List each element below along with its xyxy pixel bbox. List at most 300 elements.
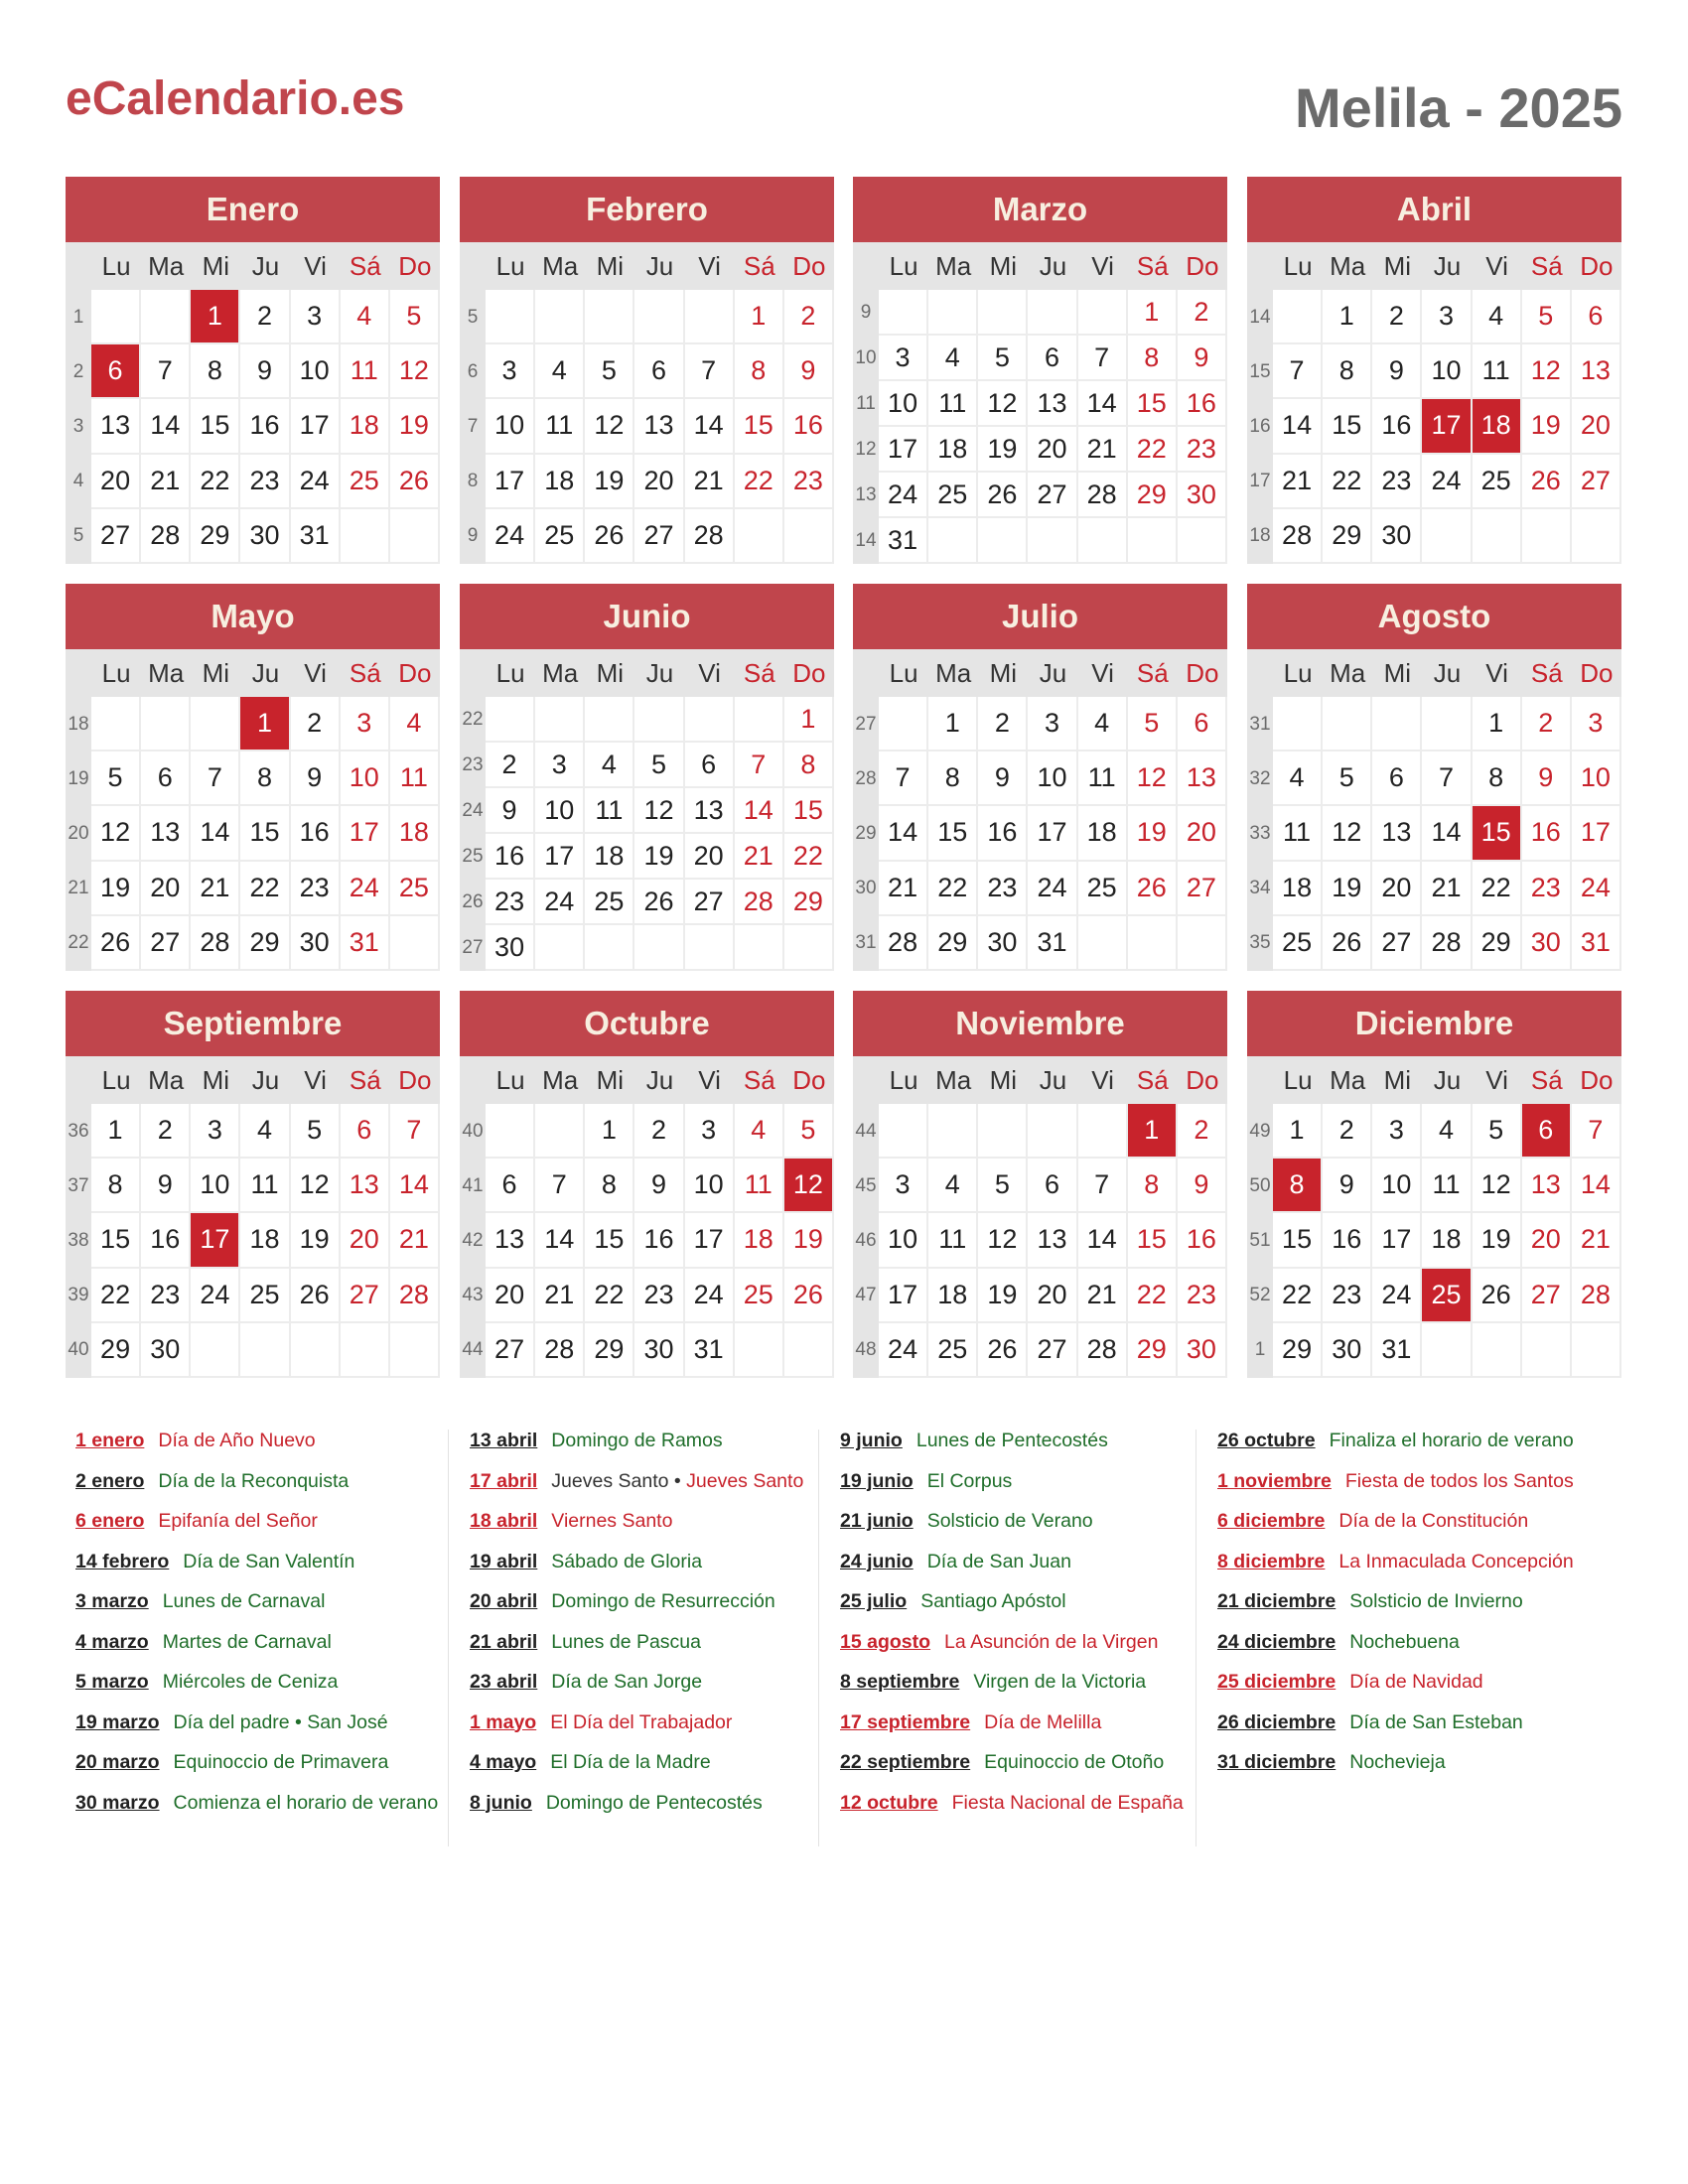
- week-number: 20: [68, 822, 89, 844]
- day-cell: 26: [634, 880, 684, 925]
- day-cell: 23: [1178, 1269, 1227, 1323]
- legend-item: [470, 1792, 763, 1815]
- day-cell: 22: [240, 862, 290, 916]
- month-title: Febrero: [460, 177, 834, 242]
- weekday-label: Sá: [341, 1056, 390, 1104]
- day-cell: 2: [784, 290, 834, 344]
- day-cell: 24: [1028, 862, 1077, 916]
- day-cell: 31: [1372, 1323, 1422, 1378]
- weekday-label: Lu: [486, 1056, 535, 1104]
- brand-logo: eCalendario.es: [66, 72, 405, 125]
- day-cell: 26: [291, 1269, 341, 1323]
- event-date: 17 abril: [470, 1469, 538, 1492]
- week-number: 5: [467, 306, 479, 328]
- day-cell: 25: [1078, 862, 1128, 916]
- legend-item: [840, 1671, 1146, 1694]
- day-cell: 5: [1473, 1104, 1522, 1159]
- empty-day-cell: [141, 290, 191, 344]
- day-cell: 25: [341, 455, 390, 509]
- month-title: Septiembre: [66, 991, 440, 1056]
- day-cell: 13: [1028, 1213, 1077, 1268]
- weekday-label: Do: [390, 649, 440, 697]
- day-cell: 25: [735, 1269, 784, 1323]
- day-cell: 29: [240, 916, 290, 971]
- week-number: 27: [855, 713, 877, 735]
- day-cell: 28: [1422, 916, 1472, 971]
- week-number: 51: [1249, 1229, 1271, 1251]
- empty-day-cell: [784, 925, 834, 971]
- weekday-label: Mi: [585, 649, 634, 697]
- weekday-label: Ju: [1028, 242, 1077, 290]
- day-cell: 2: [1522, 697, 1572, 751]
- day-cell: 26: [91, 916, 141, 971]
- weekday-label: Do: [1178, 242, 1227, 290]
- day-cell: 15: [735, 399, 784, 454]
- day-cell: 20: [1572, 399, 1621, 454]
- empty-day-cell: [634, 925, 684, 971]
- day-cell: 7: [191, 751, 240, 806]
- empty-day-cell: [1273, 697, 1323, 751]
- day-cell: 4: [928, 336, 978, 381]
- day-cell: 28: [735, 880, 784, 925]
- day-cell: 4: [1473, 290, 1522, 344]
- day-cell: 22: [1273, 1269, 1323, 1323]
- month-enero: [66, 177, 440, 564]
- week-number: 32: [1249, 767, 1271, 789]
- day-cell: 10: [1028, 751, 1077, 806]
- legend-item: [75, 1590, 325, 1613]
- day-cell: 28: [535, 1323, 585, 1378]
- holiday-day-cell: 12: [784, 1159, 834, 1213]
- weekday-label: Vi: [291, 1056, 341, 1104]
- day-cell: 8: [1323, 344, 1372, 399]
- day-cell: 7: [735, 743, 784, 788]
- legend-item: [470, 1711, 732, 1734]
- day-cell: 24: [486, 509, 535, 564]
- weekday-label: Ju: [1422, 242, 1472, 290]
- event-date: 22 septiembre: [840, 1751, 971, 1773]
- legend-item: [1217, 1470, 1574, 1493]
- week-number: 10: [855, 347, 877, 368]
- day-cell: 22: [1473, 862, 1522, 916]
- day-cell: 16: [1522, 806, 1572, 861]
- day-cell: 18: [1422, 1213, 1472, 1268]
- day-cell: 2: [240, 290, 290, 344]
- day-cell: 6: [1572, 290, 1621, 344]
- empty-day-cell: [486, 290, 535, 344]
- weekday-label: Mi: [1372, 242, 1422, 290]
- event-date: 1 noviembre: [1217, 1469, 1332, 1492]
- day-cell: 22: [1323, 455, 1372, 509]
- month-title: Noviembre: [853, 991, 1227, 1056]
- weekday-label: Sá: [341, 649, 390, 697]
- day-cell: 4: [240, 1104, 290, 1159]
- empty-day-cell: [91, 697, 141, 751]
- week-number: 8: [467, 471, 479, 492]
- event-date: 1 enero: [75, 1430, 145, 1451]
- day-cell: 21: [685, 455, 735, 509]
- empty-day-cell: [240, 1323, 290, 1378]
- day-cell: 15: [928, 806, 978, 861]
- day-cell: 30: [486, 925, 535, 971]
- day-cell: 25: [240, 1269, 290, 1323]
- event-date: 9 junio: [840, 1430, 903, 1451]
- day-cell: 11: [928, 1213, 978, 1268]
- week-number: 12: [855, 439, 877, 460]
- day-cell: 4: [1273, 751, 1323, 806]
- day-cell: 7: [1078, 336, 1128, 381]
- day-cell: 6: [1028, 336, 1077, 381]
- empty-day-cell: [1473, 1323, 1522, 1378]
- day-cell: 19: [91, 862, 141, 916]
- event-name: Fiesta de todos los Santos: [1344, 1469, 1574, 1492]
- day-cell: 31: [341, 916, 390, 971]
- day-cell: 20: [634, 455, 684, 509]
- month-title: Abril: [1247, 177, 1621, 242]
- event-date: 3 marzo: [75, 1590, 149, 1612]
- day-cell: 16: [240, 399, 290, 454]
- day-cell: 19: [1323, 862, 1372, 916]
- day-cell: 1: [91, 1104, 141, 1159]
- weekday-label: Do: [784, 242, 834, 290]
- legend-item: [470, 1751, 711, 1774]
- day-cell: 24: [535, 880, 585, 925]
- holiday-day-cell: 6: [1522, 1104, 1572, 1159]
- weekday-label: Sá: [1128, 242, 1178, 290]
- day-cell: 12: [291, 1159, 341, 1213]
- weekday-label: Sá: [1522, 1056, 1572, 1104]
- day-cell: 28: [1273, 509, 1323, 564]
- day-cell: 26: [585, 509, 634, 564]
- day-cell: 22: [1128, 427, 1178, 473]
- event-date: 21 abril: [470, 1630, 538, 1653]
- event-name-secondary: Jueves Santo: [686, 1469, 804, 1492]
- legend-item: [1217, 1631, 1460, 1654]
- empty-day-cell: [1422, 1323, 1472, 1378]
- legend-item: [470, 1631, 701, 1654]
- empty-day-cell: [1078, 290, 1128, 336]
- day-cell: 9: [1178, 336, 1227, 381]
- day-cell: 7: [879, 751, 928, 806]
- day-cell: 16: [141, 1213, 191, 1268]
- day-cell: 1: [1128, 290, 1178, 336]
- day-cell: 9: [634, 1159, 684, 1213]
- day-cell: 8: [784, 743, 834, 788]
- event-date: 31 diciembre: [1217, 1751, 1336, 1773]
- day-cell: 29: [1323, 509, 1372, 564]
- day-cell: 7: [1422, 751, 1472, 806]
- day-cell: 4: [1422, 1104, 1472, 1159]
- day-cell: 4: [928, 1159, 978, 1213]
- day-cell: 28: [191, 916, 240, 971]
- day-cell: 2: [486, 743, 535, 788]
- weekday-label: Mi: [585, 242, 634, 290]
- day-cell: 12: [1522, 344, 1572, 399]
- day-cell: 21: [735, 834, 784, 880]
- day-cell: 5: [390, 290, 440, 344]
- day-cell: 23: [784, 455, 834, 509]
- day-cell: 12: [634, 788, 684, 834]
- empty-day-cell: [634, 290, 684, 344]
- day-cell: 11: [928, 381, 978, 427]
- day-cell: 25: [928, 473, 978, 518]
- month-julio: [853, 584, 1227, 971]
- event-name: Virgen de la Victoria: [973, 1671, 1147, 1693]
- empty-day-cell: [634, 697, 684, 743]
- month-days-grid: [460, 242, 834, 564]
- day-cell: 31: [685, 1323, 735, 1378]
- day-cell: 27: [1572, 455, 1621, 509]
- day-cell: 25: [535, 509, 585, 564]
- day-cell: 9: [486, 788, 535, 834]
- empty-day-cell: [879, 1104, 928, 1159]
- week-number: 35: [1249, 932, 1271, 954]
- day-cell: 20: [1028, 427, 1077, 473]
- weekday-label: Sá: [1128, 1056, 1178, 1104]
- weekday-label: Do: [1572, 649, 1621, 697]
- week-number: 14: [1249, 306, 1271, 328]
- day-cell: 21: [879, 862, 928, 916]
- empty-day-cell: [928, 1104, 978, 1159]
- event-name: Solsticio de Invierno: [1349, 1590, 1523, 1612]
- event-name: Viernes Santo: [551, 1510, 673, 1532]
- month-mayo: [66, 584, 440, 971]
- month-title: Octubre: [460, 991, 834, 1056]
- day-cell: 4: [735, 1104, 784, 1159]
- weekday-label: Ju: [1028, 649, 1077, 697]
- day-cell: 5: [585, 344, 634, 399]
- week-number: 3: [72, 415, 84, 437]
- month-days-grid: [853, 242, 1227, 564]
- event-name: El Corpus: [926, 1469, 1013, 1492]
- event-name: Día del padre • San José: [173, 1710, 388, 1733]
- month-days-grid: [1247, 649, 1621, 971]
- weekday-label: Ju: [240, 649, 290, 697]
- weekday-label: Sá: [341, 242, 390, 290]
- event-name: Solsticio de Verano: [926, 1510, 1093, 1532]
- day-cell: 10: [685, 1159, 735, 1213]
- event-name: Día de San Juan: [926, 1550, 1071, 1572]
- month-days-grid: [1247, 242, 1621, 564]
- day-cell: 11: [735, 1159, 784, 1213]
- legend-item: [1217, 1430, 1574, 1452]
- day-cell: 3: [1572, 697, 1621, 751]
- empty-day-cell: [978, 290, 1028, 336]
- day-cell: 6: [1028, 1159, 1077, 1213]
- day-cell: 3: [879, 1159, 928, 1213]
- week-number: 29: [855, 822, 877, 844]
- event-name: Martes de Carnaval: [162, 1630, 332, 1653]
- month-noviembre: [853, 991, 1227, 1378]
- empty-day-cell: [1178, 518, 1227, 564]
- week-number: 33: [1249, 822, 1271, 844]
- day-cell: 18: [1273, 862, 1323, 916]
- empty-day-cell: [191, 1323, 240, 1378]
- day-cell: 10: [1572, 751, 1621, 806]
- event-date: 17 septiembre: [840, 1710, 971, 1733]
- day-cell: 11: [341, 344, 390, 399]
- event-name: Domingo de Resurrección: [551, 1590, 775, 1612]
- month-days-grid: [66, 649, 440, 971]
- week-number: 22: [68, 932, 89, 954]
- day-cell: 29: [1128, 1323, 1178, 1378]
- week-number: 52: [1249, 1285, 1271, 1306]
- day-cell: 15: [1128, 381, 1178, 427]
- weekday-label: Vi: [1473, 1056, 1522, 1104]
- day-cell: 8: [735, 344, 784, 399]
- day-cell: 14: [1273, 399, 1323, 454]
- month-agosto: [1247, 584, 1621, 971]
- day-cell: 14: [735, 788, 784, 834]
- legend-item: [1217, 1551, 1574, 1573]
- event-name: Comienza el horario de verano: [173, 1791, 439, 1814]
- weekday-label: Ma: [141, 1056, 191, 1104]
- day-cell: 21: [1078, 1269, 1128, 1323]
- empty-day-cell: [1273, 290, 1323, 344]
- day-cell: 16: [1178, 1213, 1227, 1268]
- day-cell: 20: [1178, 806, 1227, 861]
- day-cell: 13: [486, 1213, 535, 1268]
- day-cell: 9: [291, 751, 341, 806]
- legend-item: [75, 1430, 316, 1452]
- empty-day-cell: [978, 1104, 1028, 1159]
- day-cell: 24: [1372, 1269, 1422, 1323]
- day-cell: 3: [291, 290, 341, 344]
- event-date: 26 diciembre: [1217, 1710, 1336, 1733]
- empty-day-cell: [535, 1104, 585, 1159]
- day-cell: 1: [1473, 697, 1522, 751]
- day-cell: 8: [240, 751, 290, 806]
- weekday-label: Do: [390, 242, 440, 290]
- day-cell: 24: [1572, 862, 1621, 916]
- weekday-label: Ma: [928, 649, 978, 697]
- day-cell: 30: [1522, 916, 1572, 971]
- week-number: 40: [462, 1120, 484, 1142]
- day-cell: 20: [1028, 1269, 1077, 1323]
- day-cell: 30: [291, 916, 341, 971]
- day-cell: 17: [879, 1269, 928, 1323]
- day-cell: 27: [1522, 1269, 1572, 1323]
- month-abril: [1247, 177, 1621, 564]
- day-cell: 27: [1178, 862, 1227, 916]
- day-cell: 29: [585, 1323, 634, 1378]
- day-cell: 14: [1422, 806, 1472, 861]
- day-cell: 7: [141, 344, 191, 399]
- day-cell: 11: [390, 751, 440, 806]
- day-cell: 11: [585, 788, 634, 834]
- day-cell: 8: [1473, 751, 1522, 806]
- month-days-grid: [460, 1056, 834, 1378]
- day-cell: 11: [1473, 344, 1522, 399]
- legend-item: [840, 1470, 1012, 1493]
- day-cell: 31: [1028, 916, 1077, 971]
- weekday-label: Lu: [879, 649, 928, 697]
- empty-day-cell: [735, 925, 784, 971]
- empty-day-cell: [1572, 1323, 1621, 1378]
- month-days-grid: [66, 242, 440, 564]
- day-cell: 12: [1473, 1159, 1522, 1213]
- day-cell: 21: [1572, 1213, 1621, 1268]
- event-name: Día de Año Nuevo: [158, 1430, 316, 1451]
- day-cell: 13: [634, 399, 684, 454]
- empty-day-cell: [1522, 1323, 1572, 1378]
- day-cell: 11: [1422, 1159, 1472, 1213]
- weekday-label: Vi: [1078, 242, 1128, 290]
- legend-item: [1217, 1510, 1528, 1533]
- weekday-label: Ju: [240, 1056, 290, 1104]
- week-number: 46: [855, 1229, 877, 1251]
- day-cell: 3: [879, 336, 928, 381]
- week-number: 14: [855, 530, 877, 551]
- weekday-label: Do: [1178, 649, 1227, 697]
- event-name: Sábado de Gloria: [551, 1550, 703, 1572]
- weekday-label: Ma: [535, 242, 585, 290]
- event-date: 6 diciembre: [1217, 1510, 1326, 1532]
- month-diciembre: [1247, 991, 1621, 1378]
- empty-day-cell: [91, 290, 141, 344]
- weekday-label: Vi: [1078, 1056, 1128, 1104]
- event-name: Nochebuena: [1349, 1630, 1460, 1653]
- day-cell: 10: [1422, 344, 1472, 399]
- weekday-label: Lu: [1273, 1056, 1323, 1104]
- day-cell: 1: [784, 697, 834, 743]
- day-cell: 10: [341, 751, 390, 806]
- day-cell: 23: [1178, 427, 1227, 473]
- day-cell: 28: [685, 509, 735, 564]
- day-cell: 21: [1078, 427, 1128, 473]
- legend-column-divider: [448, 1430, 449, 1846]
- legend-item: [1217, 1671, 1483, 1694]
- empty-day-cell: [341, 1323, 390, 1378]
- weekday-label: Sá: [1128, 649, 1178, 697]
- week-number: 41: [462, 1174, 484, 1196]
- day-cell: 6: [341, 1104, 390, 1159]
- weekday-label: Do: [390, 1056, 440, 1104]
- day-cell: 3: [191, 1104, 240, 1159]
- day-cell: 22: [191, 455, 240, 509]
- day-cell: 28: [1078, 1323, 1128, 1378]
- week-number: 17: [1249, 471, 1271, 492]
- weekday-label: Lu: [879, 1056, 928, 1104]
- week-number: 27: [462, 937, 484, 958]
- month-title: Diciembre: [1247, 991, 1621, 1056]
- week-number: 18: [68, 713, 89, 735]
- event-date: 8 diciembre: [1217, 1550, 1326, 1572]
- empty-day-cell: [1572, 509, 1621, 564]
- event-date: 15 agosto: [840, 1630, 931, 1653]
- day-cell: 8: [928, 751, 978, 806]
- day-cell: 14: [390, 1159, 440, 1213]
- day-cell: 24: [879, 473, 928, 518]
- week-number: 4: [72, 471, 84, 492]
- day-cell: 2: [1178, 1104, 1227, 1159]
- day-cell: 27: [685, 880, 735, 925]
- day-cell: 6: [141, 751, 191, 806]
- day-cell: 14: [879, 806, 928, 861]
- day-cell: 26: [784, 1269, 834, 1323]
- day-cell: 19: [1473, 1213, 1522, 1268]
- day-cell: 20: [486, 1269, 535, 1323]
- day-cell: 29: [1473, 916, 1522, 971]
- event-name: El Día de la Madre: [550, 1751, 711, 1773]
- day-cell: 9: [784, 344, 834, 399]
- weekday-label: Lu: [91, 1056, 141, 1104]
- day-cell: 23: [634, 1269, 684, 1323]
- day-cell: 15: [240, 806, 290, 861]
- day-cell: 2: [291, 697, 341, 751]
- empty-day-cell: [535, 925, 585, 971]
- day-cell: 17: [535, 834, 585, 880]
